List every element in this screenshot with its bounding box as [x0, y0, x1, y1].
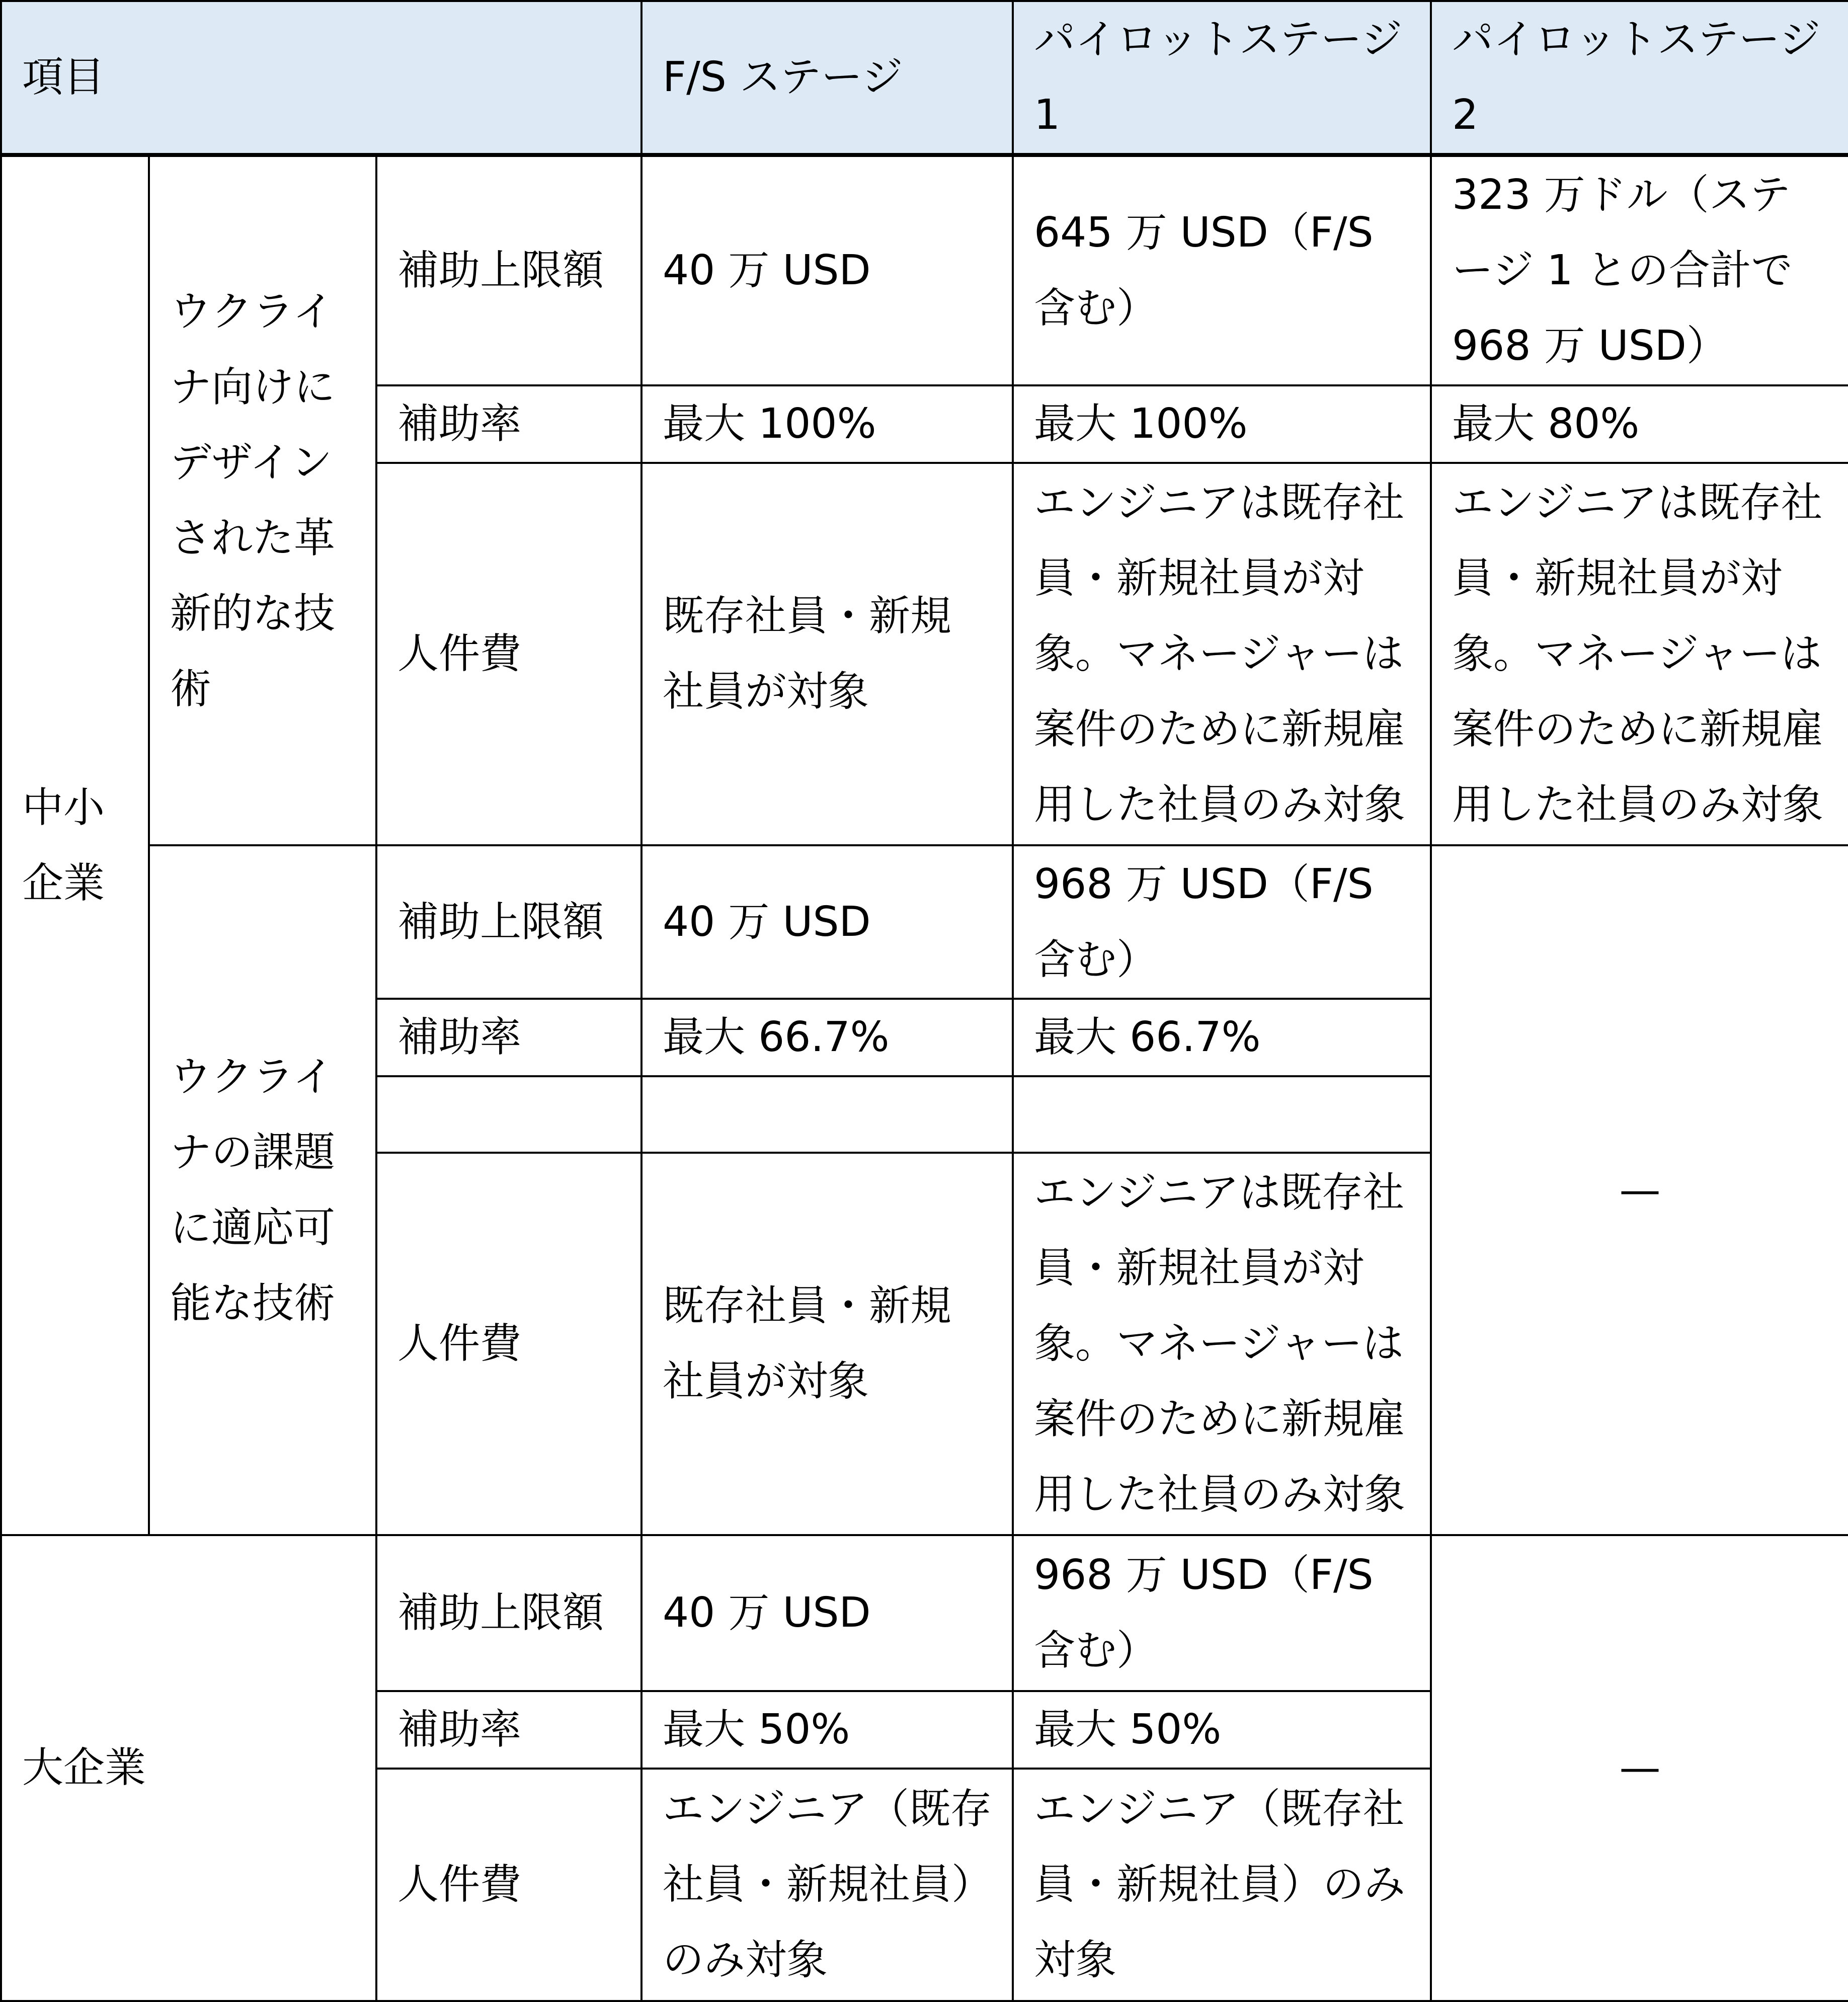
- cell-fs: 40 万 USD: [641, 155, 1013, 385]
- cell-pilot1: エンジニアは既存社員・新規社員が対象。マネージャーは案件のために新規雇用した社員のみ対象: [1013, 463, 1431, 845]
- cell-fs: 最大 66.7%: [641, 999, 1013, 1076]
- header-pilot-stage-2: パイロットステージ 2: [1431, 1, 1848, 155]
- row-label-labor: 人件費: [376, 463, 641, 845]
- table-row: [1, 1535, 1848, 1691]
- category-large: 大企業: [1, 1535, 376, 2001]
- row-label-rate: 補助率: [376, 999, 641, 1076]
- row-label-labor: 人件費: [376, 1153, 641, 1535]
- header-pilot-stage-1: パイロットステージ 1: [1013, 1, 1431, 155]
- cell-pilot1: [1013, 1076, 1431, 1153]
- category-sme: 中小企業: [1, 155, 149, 1535]
- subcategory-adaptable: ウクライナの課題に適応可能な技術: [149, 845, 376, 1535]
- cell-pilot1: エンジニア（既存社員・新規社員）のみ対象: [1013, 1769, 1431, 2001]
- table-row: [1, 845, 1848, 999]
- table-row: [1, 155, 1848, 385]
- cell-pilot2: エンジニアは既存社員・新規社員が対象。マネージャーは案件のために新規雇用した社員のみ対象: [1431, 463, 1848, 845]
- cell-fs: 40 万 USD: [641, 1535, 1013, 1691]
- cell-pilot2-not-applicable: —: [1431, 845, 1848, 1535]
- row-label-labor: 人件費: [376, 1769, 641, 2001]
- row-label-cap: 補助上限額: [376, 155, 641, 385]
- cell-fs: 既存社員・新規社員が対象: [641, 1153, 1013, 1535]
- row-label-empty: [376, 1076, 641, 1153]
- cell-pilot1: 最大 100%: [1013, 385, 1431, 463]
- cell-pilot1: 最大 50%: [1013, 1691, 1431, 1769]
- cell-fs: [641, 1076, 1013, 1153]
- cell-pilot2: 323 万ドル（ステージ 1 との合計で 968 万 USD）: [1431, 155, 1848, 385]
- row-label-rate: 補助率: [376, 1691, 641, 1769]
- cell-pilot2: 最大 80%: [1431, 385, 1848, 463]
- row-label-cap: 補助上限額: [376, 1535, 641, 1691]
- cell-pilot1: 645 万 USD（F/S 含む）: [1013, 155, 1431, 385]
- row-label-rate: 補助率: [376, 385, 641, 463]
- header-fs-stage: F/S ステージ: [641, 1, 1013, 155]
- cell-fs: 最大 50%: [641, 1691, 1013, 1769]
- cell-fs: 40 万 USD: [641, 845, 1013, 999]
- header-item: 項目: [1, 1, 641, 155]
- cell-pilot2-not-applicable: —: [1431, 1535, 1848, 2001]
- cell-pilot1: エンジニアは既存社員・新規社員が対象。マネージャーは案件のために新規雇用した社員のみ対象: [1013, 1153, 1431, 1535]
- header-row: [1, 1, 1848, 155]
- cell-pilot1: 最大 66.7%: [1013, 999, 1431, 1076]
- cell-fs: 最大 100%: [641, 385, 1013, 463]
- cell-pilot1: 968 万 USD（F/S 含む）: [1013, 845, 1431, 999]
- row-label-cap: 補助上限額: [376, 845, 641, 999]
- cell-pilot1: 968 万 USD（F/S 含む）: [1013, 1535, 1431, 1691]
- cell-fs: エンジニア（既存社員・新規社員）のみ対象: [641, 1769, 1013, 2001]
- cell-fs: 既存社員・新規社員が対象: [641, 463, 1013, 845]
- subcategory-innovative: ウクライナ向けにデザインされた革新的な技術: [149, 155, 376, 845]
